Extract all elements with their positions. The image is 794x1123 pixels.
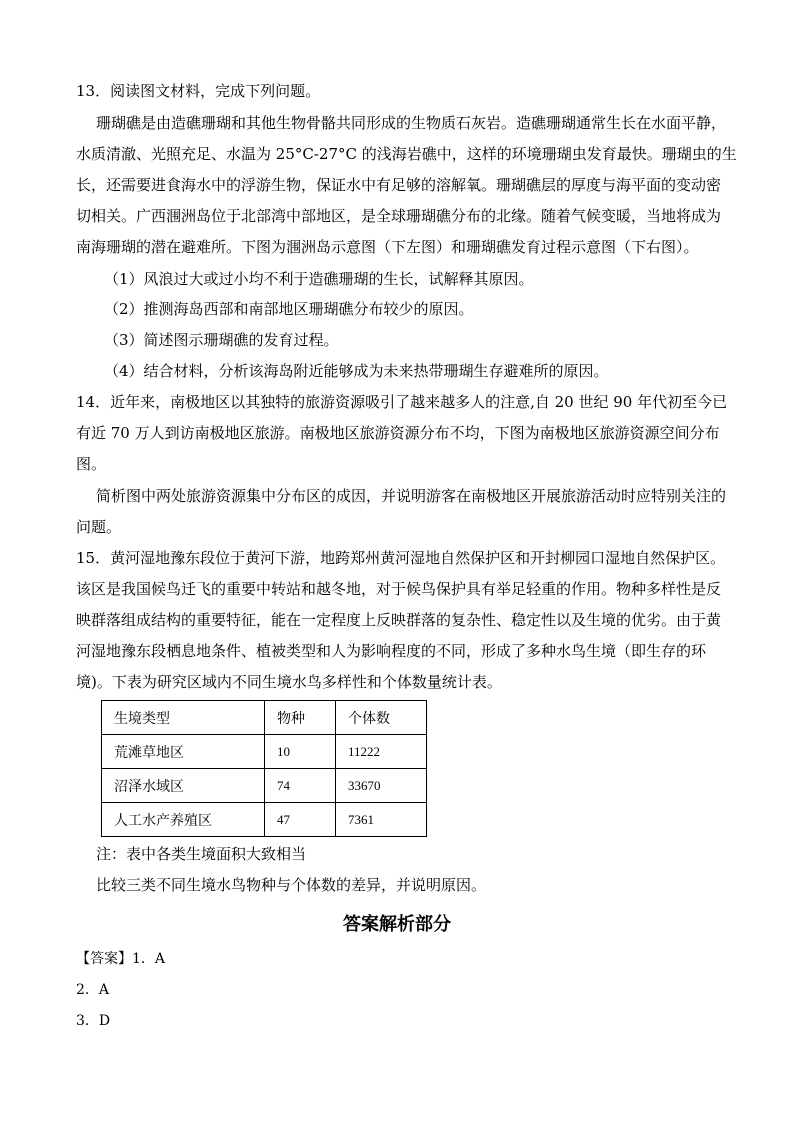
table-cell: 人工水产养殖区 (102, 803, 265, 837)
habitat-table (101, 700, 427, 837)
q13-subquestion-2: （2）推测海岛西部和南部地区珊瑚礁分布较少的原因。 (104, 300, 474, 318)
answer-section-heading: 答案解析部分 (343, 914, 451, 935)
q13-title: 13．阅读图文材料，完成下列问题。 (76, 82, 321, 100)
table-row (102, 769, 427, 803)
q13-para-line: 水质清澈、光照充足、水温为 25°C-27°C 的浅海岩礁中，这样的环境珊瑚虫发育最快。珊瑚虫的生 (76, 145, 737, 163)
q15-task: 比较三类不同生境水鸟物种与个体数的差异，并说明原因。 (96, 876, 487, 894)
table-note: 注：表中各类生境面积大致相当 (96, 845, 307, 863)
table-cell: 47 (265, 803, 336, 837)
q13-subquestion-4: （4）结合材料，分析该海岛附近能够成为未来热带珊瑚生存避难所的原因。 (104, 362, 609, 380)
table-cell: 33670 (336, 769, 427, 803)
q14-para-line: 图。 (76, 455, 107, 473)
table-header-row (102, 701, 427, 735)
table-row (102, 735, 427, 769)
answer-item: 2．A (76, 982, 110, 998)
table-header-cell: 物种 (265, 701, 336, 735)
table-header-cell: 生境类型 (102, 701, 265, 735)
table-cell: 74 (265, 769, 336, 803)
answer-item: 【答案】1．A (76, 951, 166, 967)
q13-para-line: 南海珊瑚的潜在避难所。下图为涠洲岛示意图（下左图）和珊瑚礁发育过程示意图（下右图）。 (76, 238, 699, 256)
q15-para-line: 该区是我国候鸟迁飞的重要中转站和越冬地，对于候鸟保护具有举足轻重的作用。物种多样性是反 (76, 580, 722, 598)
answer-item: 3．D (76, 1013, 111, 1029)
table-cell: 荒滩草地区 (102, 735, 265, 769)
q15-para-line: 境)。下表为研究区域内不同生境水鸟多样性和个体数量统计表。 (76, 673, 502, 691)
q14-para-line: 14．近年来，南极地区以其独特的旅游资源吸引了越来越多人的注意,自 20 世纪 90 年代初至今已 (76, 393, 728, 411)
table-cell: 10 (265, 735, 336, 769)
table-row (102, 803, 427, 837)
q13-subquestion-3: （3）简述图示珊瑚礁的发育过程。 (104, 331, 339, 349)
table-cell: 沼泽水域区 (102, 769, 265, 803)
q13-para-line: 珊瑚礁是由造礁珊瑚和其他生物骨骼共同形成的生物质石灰岩。造礁珊瑚通常生长在水面平静， (96, 114, 727, 132)
table-cell: 11222 (336, 735, 427, 769)
q13-subquestion-1: （1）风浪过大或过小均不利于造礁珊瑚的生长，试解释其原因。 (104, 270, 534, 288)
q15-para-line: 映群落组成结构的重要特征，能在一定程度上反映群落的复杂性、稳定性以及生境的优劣。由于黄 (76, 611, 722, 629)
q13-para-line: 切相关。广西涠洲岛位于北部湾中部地区，是全球珊瑚礁分布的北缘。随着气候变暖，当地将成为 (76, 207, 722, 225)
q15-para-line: 15．黄河湿地豫东段位于黄河下游，地跨郑州黄河湿地自然保护区和开封柳园口湿地自然保护区。 (76, 549, 726, 567)
q14-para-line: 有近 70 万人到访南极地区旅游。南极地区旅游资源分布不均，下图为南极地区旅游资源空间分布 (76, 424, 720, 442)
q14-task-line: 简析图中两处旅游资源集中分布区的成因，并说明游客在南极地区开展旅游活动时应特别关注的 (96, 487, 727, 505)
q13-para-line: 长，还需要进食海水中的浮游生物，保证水中有足够的溶解氧。珊瑚礁层的厚度与海平面的变动密 (76, 176, 722, 194)
q14-task-line: 问题。 (76, 518, 122, 536)
table-cell: 7361 (336, 803, 427, 837)
q15-para-line: 河湿地豫东段栖息地条件、植被类型和人为影响程度的不同，形成了多种水鸟生境（即生存的环 (76, 642, 707, 660)
table-header-cell: 个体数 (336, 701, 427, 735)
